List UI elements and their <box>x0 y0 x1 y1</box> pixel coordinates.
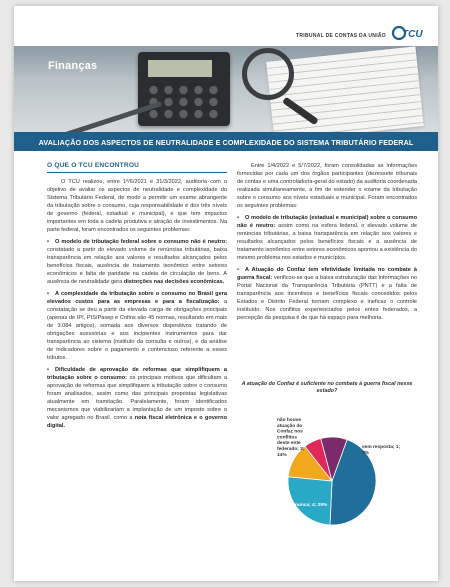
finding-lead: O modelo de tributação federal sobre o consumo não é neutro: <box>55 238 227 245</box>
bullet-icon: • <box>47 366 49 373</box>
report-title-bar <box>14 132 438 151</box>
finding-item <box>47 238 227 286</box>
finding-item <box>47 290 227 362</box>
finding-item <box>47 366 227 430</box>
calculator-illustration <box>138 52 230 126</box>
tcu-logo-icon <box>392 23 423 43</box>
hero-image <box>14 46 438 132</box>
finding-lead: O modelo de tributação (estadual e municipal) sobre o consumo não é neutro: <box>237 214 417 229</box>
finding-item <box>237 266 417 322</box>
finding-item <box>237 214 417 262</box>
pie-slice <box>288 477 332 525</box>
finding-tail: distorções nas decisões econômicas. <box>123 279 225 286</box>
finding-text: constatado a partir do elevado volume de renúncias tributárias, baixa transparência em relação aos valores e resultados alcançados pelos benefícios fiscais, ausência de tratamento isonômico entre setores econômicos e falta de paridade na cadeia de circulação de bens. A ausência de neutralidade gera <box>47 246 227 286</box>
finding-tail: nota fiscal eletrônica e o governo digital. <box>47 414 227 429</box>
section-label: Finanças <box>48 60 98 72</box>
intro-paragraph: O TCU realizou, entre 1º/6/2021 e 31/3/2022, auditoria com o objetivo de avaliar os aspectos de neutralidade e complexidade do Sistema Tributário Federal, de modo a permitir um exame abrangente da tributação sobre o consumo, cuja responsabilidade é dos três níveis de governo (federal, estadual e municipal), e que tem impactos importantes em toda a cadeia produtiva e atração de investimentos. Na parte federal, foram encontrados os seguintes problemas: <box>47 179 227 234</box>
logo-text: TCU <box>402 29 423 40</box>
calculator-screen <box>148 60 212 77</box>
bullet-icon: • <box>237 214 239 221</box>
column-heading: O QUE O TCU ENCONTROU <box>47 162 140 169</box>
finding-lead: A complexidade da tributação sobre o consumo no Brasil gera elevados custos para as empresas e para a fiscalização: <box>47 290 227 305</box>
finding-lead: A Atuação do Confaz tem efetividade limitada no combate à guerra fiscal: <box>237 266 417 281</box>
slice-label: nunca; 4; 29% <box>295 503 328 508</box>
report-title: AVALIAÇÃO DOS ASPECTOS DE NEUTRALIDADE E COMPLEXIDADE DO SISTEMA TRIBUTÁRIO FEDERAL <box>38 138 414 147</box>
bullet-icon: • <box>47 238 49 245</box>
heading-rule <box>47 172 227 173</box>
magnifying-glass-icon <box>242 48 294 100</box>
slice-label: não houve atuação do Confaz nos conflitos deste ente federado; 2; 14% <box>277 418 305 458</box>
right-column <box>237 162 417 325</box>
finding-text: os principais motivos que dificultam a aprovação de reformas que simplifiquem a tributação sobre o consumo foram analisados, assim como das principais propostas legislativas atualmente em tramitação. Paralelamente, foram identificados mecanismos que viabilizariam a implantação de um imposto sobre o valor agregado no Brasil, como a <box>47 374 227 421</box>
finding-text: a constatação se deu a partir da elevada carga de obrigações principais (apenas de IPI, PIS/Pasep e Cofins são 45 normas, resultando em mais de 3.084 artigos), somada aos diversos dispositivos tratando de obrigações acessórias e aos incipientes instrumentos para dar transparência ao sistema (instituto da consulta e outros), e da análise de indicadores sobre o pagamento e contencioso referente a esses tributos. <box>47 298 227 362</box>
finding-text: verificou-se que a baixa estruturação das informações no Portal Nacional da Transparência Tributária (PNTT) e a falta de transparência aos incentivos e benefícios fiscais concedidos pelos Estados e Distrito Federal tornam complexo e ineficaz o controle instituído. Nos conflitos experienciados pelos entes federados, a percepção da pesquisa é de que há espaço para melhoria. <box>237 274 417 321</box>
finding-text: assim como na esfera federal, o elevado volume de renúncias tributárias, a baixa transparência em relação aos valores e resultados alcançados pelos benefícios fiscais e a ausência de tratamento isonômico entre setores econômicos apontou a existência do mesmo problema nos estados e municípios. <box>237 222 417 262</box>
chart-title: A atuação do Confaz é suficiente no combate à guerra fiscal nesse estado? <box>241 381 413 394</box>
left-column <box>47 162 227 433</box>
masthead <box>14 6 438 46</box>
slice-label: sem resposta; 1; 7% <box>362 445 401 456</box>
pie-chart-svg <box>237 381 417 541</box>
bullet-icon: • <box>237 266 239 273</box>
report-page <box>14 6 438 581</box>
slice-label: às vezes; 7; 39% <box>377 493 415 498</box>
finding-lead: Dificuldade de aprovação de reformas que simplifiquem a tributação sobre o consumo: <box>47 366 227 381</box>
bullet-icon: • <box>47 290 49 297</box>
intro-paragraph: Entre 1/4/2022 e 5/7/2022, foram consolidadas as informações fornecidas por cada um dos órgãos participantes (dezessete tribunais de contas e uma controladoria-geral do estado) da auditoria coordenada realizada simultaneamente, a fim de estender o exame da tributação sobre o consumo aos níveis estaduais e municipal. Foram encontrados os seguintes problemas: <box>237 163 417 210</box>
org-name: TRIBUNAL DE CONTAS DA UNIÃO <box>296 33 386 39</box>
confaz-pie-chart <box>237 381 417 541</box>
